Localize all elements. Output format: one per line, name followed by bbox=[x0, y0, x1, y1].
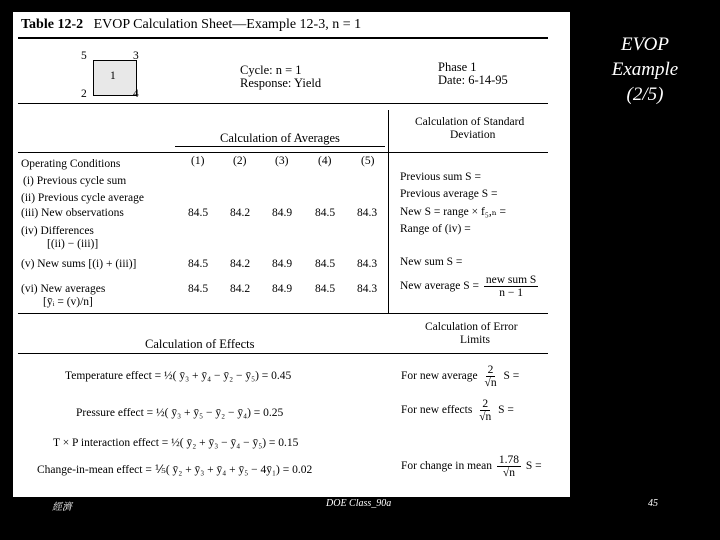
corner-3: 3 bbox=[133, 50, 139, 62]
caption-rule bbox=[18, 37, 548, 39]
std-range: Range of (iv) = bbox=[400, 223, 471, 235]
footer-page-number: 45 bbox=[648, 498, 658, 509]
fraction-denominator: √n bbox=[502, 467, 515, 479]
sum-3: 84.9 bbox=[272, 258, 293, 270]
row-new-averages-formula: [ȳᵢ = (v)/n] bbox=[43, 296, 93, 308]
rule-top bbox=[18, 103, 548, 104]
effects-header: Calculation of Effects bbox=[145, 337, 255, 351]
rule-colheads bbox=[18, 152, 548, 153]
effect-interaction: T × P interaction effect = ½( ȳ₂ + ȳ₃ − ȳ₄ − ȳ₅) = 0.15 bbox=[53, 437, 299, 449]
limit-new-effects bbox=[401, 398, 514, 423]
fraction-denominator: √n bbox=[479, 411, 492, 423]
limit-change-in-mean bbox=[401, 454, 542, 479]
row-previous-sum: (i) Previous cycle sum bbox=[23, 175, 127, 187]
phase-label: Phase 1 bbox=[438, 60, 477, 74]
std-new-sum: New sum S = bbox=[400, 256, 463, 268]
row-new-observations: (iii) New observations bbox=[21, 207, 124, 219]
effect-change-in-mean: Change-in-mean effect = ⅕( ȳ₂ + ȳ₃ + ȳ₄ + ȳ₅ − 4ȳ₁) = 0.02 bbox=[37, 464, 313, 476]
rule-effects bbox=[18, 313, 548, 314]
limit-new-average bbox=[401, 364, 519, 389]
rule-effects-body bbox=[18, 353, 548, 354]
limit-change-in-mean-tail: S = bbox=[525, 460, 542, 473]
limit-new-effects-fraction bbox=[477, 398, 493, 423]
col-header-4: (4) bbox=[318, 155, 332, 167]
obs-5: 84.3 bbox=[357, 207, 378, 219]
averages-rule bbox=[175, 146, 385, 147]
corner-2: 2 bbox=[81, 88, 87, 100]
obs-3: 84.9 bbox=[272, 207, 293, 219]
effect-temperature: Temperature effect = ½( ȳ₃ + ȳ₄ − ȳ₂ − ȳ₅) = 0.45 bbox=[65, 370, 292, 382]
sum-1: 84.5 bbox=[188, 258, 209, 270]
slide-title bbox=[590, 32, 700, 107]
limit-new-average-fraction bbox=[483, 364, 499, 389]
obs-4: 84.5 bbox=[315, 207, 336, 219]
cycle-label: Cycle: n = 1 bbox=[240, 63, 302, 77]
table-label: Table 12-2 bbox=[21, 17, 84, 32]
limit-new-average-tail: S = bbox=[503, 370, 520, 383]
row-new-averages: (vi) New averages bbox=[21, 283, 106, 295]
row-operating-conditions: Operating Conditions bbox=[21, 158, 121, 170]
table-title: EVOP Calculation Sheet—Example 12-3, n = 1 bbox=[93, 17, 362, 32]
limit-new-effects-tail: S = bbox=[498, 404, 514, 417]
slide-title-line2: Example bbox=[611, 59, 679, 80]
std-new-average-label: New average S = bbox=[400, 280, 479, 293]
std-new-average-fraction bbox=[484, 274, 538, 299]
date-label: Date: 6-14-95 bbox=[438, 73, 508, 87]
fraction-numerator: 2 bbox=[482, 398, 489, 410]
fraction-numerator: 2 bbox=[487, 364, 494, 376]
slide-title-line3: (2/5) bbox=[626, 84, 664, 105]
response-label: Response: Yield bbox=[240, 76, 322, 90]
std-previous-sum: Previous sum S = bbox=[400, 171, 481, 183]
std-header-1: Calculation of Standard bbox=[415, 116, 525, 128]
obs-2: 84.2 bbox=[230, 207, 251, 219]
limit-new-effects-label: For new effects bbox=[401, 404, 473, 417]
fraction-denominator: n − 1 bbox=[499, 287, 523, 299]
avg-3: 84.9 bbox=[272, 283, 293, 295]
error-header-1: Calculation of Error bbox=[425, 321, 518, 333]
error-header-2: Limits bbox=[460, 334, 491, 346]
footer-author: 經濟 bbox=[52, 502, 72, 513]
fraction-numerator: 1.78 bbox=[498, 454, 520, 466]
fraction-denominator: √n bbox=[484, 377, 497, 389]
avg-2: 84.2 bbox=[230, 283, 251, 295]
std-new-s: New S = range × f₅,ₙ = bbox=[400, 206, 507, 218]
row-new-sums: (v) New sums [(i) + (iii)] bbox=[21, 258, 137, 270]
obs-1: 84.5 bbox=[188, 207, 209, 219]
fraction-numerator: new sum S bbox=[485, 274, 537, 286]
effect-pressure: Pressure effect = ½( ȳ₃ + ȳ₅ − ȳ₂ − ȳ₄) = 0.25 bbox=[76, 407, 284, 419]
row-differences: (iv) Differences bbox=[21, 225, 94, 237]
col-header-5: (5) bbox=[361, 155, 375, 167]
corner-4: 4 bbox=[133, 88, 139, 100]
std-header-2: Deviation bbox=[450, 129, 496, 141]
footer-course: DOE Class_90a bbox=[326, 498, 392, 509]
avg-1: 84.5 bbox=[188, 283, 209, 295]
col-header-3: (3) bbox=[275, 155, 289, 167]
limit-change-in-mean-label: For change in mean bbox=[401, 460, 493, 473]
corner-5: 5 bbox=[81, 50, 87, 62]
corner-1: 1 bbox=[110, 70, 116, 82]
avg-4: 84.5 bbox=[315, 283, 336, 295]
limit-change-in-mean-fraction bbox=[497, 454, 521, 479]
sum-2: 84.2 bbox=[230, 258, 251, 270]
limit-new-average-label: For new average bbox=[401, 370, 478, 383]
sum-5: 84.3 bbox=[357, 258, 378, 270]
std-new-average bbox=[400, 274, 540, 299]
vertical-divider bbox=[388, 110, 389, 313]
evop-table-sheet bbox=[13, 12, 570, 497]
table-caption bbox=[21, 17, 361, 33]
avg-5: 84.3 bbox=[357, 283, 378, 295]
row-differences-formula: [(ii) − (iii)] bbox=[47, 238, 99, 250]
std-previous-average: Previous average S = bbox=[400, 188, 498, 200]
col-header-2: (2) bbox=[233, 155, 247, 167]
row-previous-average: (ii) Previous cycle average bbox=[21, 192, 144, 204]
col-header-1: (1) bbox=[191, 155, 205, 167]
sum-4: 84.5 bbox=[315, 258, 336, 270]
slide-title-line1: EVOP bbox=[621, 34, 669, 55]
averages-header: Calculation of Averages bbox=[220, 131, 340, 145]
